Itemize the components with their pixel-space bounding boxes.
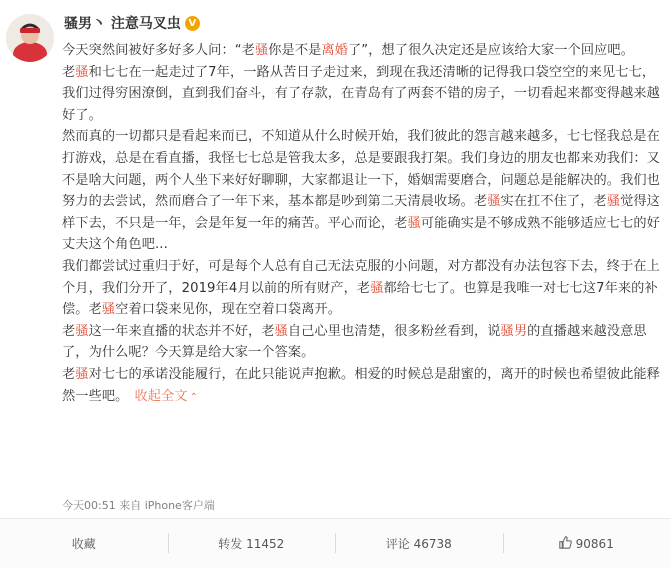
paragraph-text: 觉得这样下去，不只是一年，会是年复一年的痛苦。平心而论，老 <box>62 194 660 231</box>
repost-button[interactable] <box>168 519 336 568</box>
paragraph-text: 我们都尝试过重归于好，可是每个人总有自己无法克服的小问题，对方都没有办法包容下去，终于在上个月，我们分开了，2019年4月以前的所有财产，老 <box>62 258 660 296</box>
highlight-keyword[interactable]: 骚 <box>254 43 269 58</box>
paragraph <box>62 40 666 62</box>
paragraph-text: 的直播越来越没意思了，为什么呢？今天算是给大家一个答案。 <box>62 323 647 361</box>
author-row <box>64 13 200 33</box>
paragraph-text: 了”，想了很久决定还是应该给大家一个回应吧。 <box>348 43 634 58</box>
post-meta: 今天00:51 来自 iPhone客户端 <box>62 499 215 512</box>
paragraph-text: 然而真的一切都只是看起来而已，不知道从什么时候开始，我们彼此的怨言越来越多，七七怪我总是在打游戏，总是在看直播，我怪七七总是管我太多，总是要跟我打架。我们身边的朋友也都来劝我们：又不是啥大问题，两个人坐下来好好聊聊，大家都退让一下，婚姻需要磨合，问题总是能解决的。我们也努力的去尝试，然而磨合了一年下来，基本都是吵到第二天清晨收场。老 <box>62 129 660 210</box>
favorite-label: 收藏 <box>71 537 96 551</box>
highlight-keyword[interactable]: 骚 <box>274 323 288 339</box>
highlight-keyword[interactable]: 骚 <box>487 194 501 210</box>
comment-button[interactable] <box>335 519 503 568</box>
highlight-keyword[interactable]: 骚 <box>75 64 89 80</box>
avatar-image <box>6 14 54 62</box>
paragraph-text: 今天突然间被好多好多人问：“老 <box>62 43 255 58</box>
paragraph <box>62 126 666 256</box>
avatar[interactable] <box>6 14 54 62</box>
like-count: 90861 <box>575 536 614 551</box>
paragraph <box>62 62 666 127</box>
action-bar <box>0 519 670 568</box>
paragraph-text: 老 <box>62 366 76 382</box>
paragraph <box>62 321 666 364</box>
paragraph <box>62 256 666 321</box>
paragraph-text: 空着口袋来见你，现在空着口袋离开。 <box>115 302 342 318</box>
author-name[interactable]: 骚男丶 注意马叉虫 <box>64 16 181 32</box>
paragraph-text: 可能确实是不够成熟不能够适应七七的好丈夫这个角色吧... <box>62 215 660 253</box>
highlight-keyword[interactable]: 骚 <box>407 215 421 231</box>
paragraph-text: 老 <box>62 64 76 80</box>
collapse-label: 收起全文 <box>134 388 188 404</box>
paragraph-text: 你是不是 <box>268 43 322 58</box>
collapse-button[interactable] <box>134 389 198 404</box>
highlight-keyword[interactable]: 骚 <box>75 323 89 339</box>
paragraph-text: 老 <box>62 323 76 339</box>
paragraph-text: 这一年来直播的状态并不好，老 <box>88 323 275 339</box>
highlight-keyword[interactable]: 骚 <box>101 302 116 318</box>
favorite-button[interactable] <box>0 519 168 568</box>
post-content <box>62 40 666 408</box>
repost-label: 转发 11452 <box>218 537 285 551</box>
highlight-keyword[interactable]: 骚 <box>606 194 621 210</box>
paragraph-text: 自己心里也清楚，很多粉丝看到，说 <box>287 323 501 339</box>
highlight-keyword[interactable]: 离婚 <box>321 43 348 58</box>
paragraph-text: 实在扛不住了，老 <box>500 194 607 210</box>
verified-icon: V <box>185 16 200 31</box>
paragraph-text: 对七七的承诺没能履行，在此只能说声抱歉。相爱的时候总是甜蜜的，离开的时候也希望彼此能释然一些吧。 <box>62 366 660 404</box>
like-button[interactable] <box>503 519 670 568</box>
paragraph-text: 和七七在一起走过了7年，一路从苦日子走过来，到现在我还清晰的记得我口袋空空的来见七七，我们过得穷困潦倒，直到我们奋斗，有了存款，在青岛有了两套不错的房子，一切看起来都变得越来越好了。 <box>62 64 660 123</box>
paragraph <box>62 364 666 408</box>
paragraph-text: 都给七七了。也算是我唯一对七七这7年来的补偿。老 <box>62 280 658 318</box>
comment-label: 评论 46738 <box>385 537 452 551</box>
chevron-up-icon: ⌃ <box>189 391 199 403</box>
highlight-keyword[interactable]: 骚男 <box>500 323 528 339</box>
highlight-keyword[interactable]: 骚 <box>75 366 89 382</box>
thumbs-up-icon <box>559 536 572 552</box>
highlight-keyword[interactable]: 骚 <box>370 280 384 296</box>
